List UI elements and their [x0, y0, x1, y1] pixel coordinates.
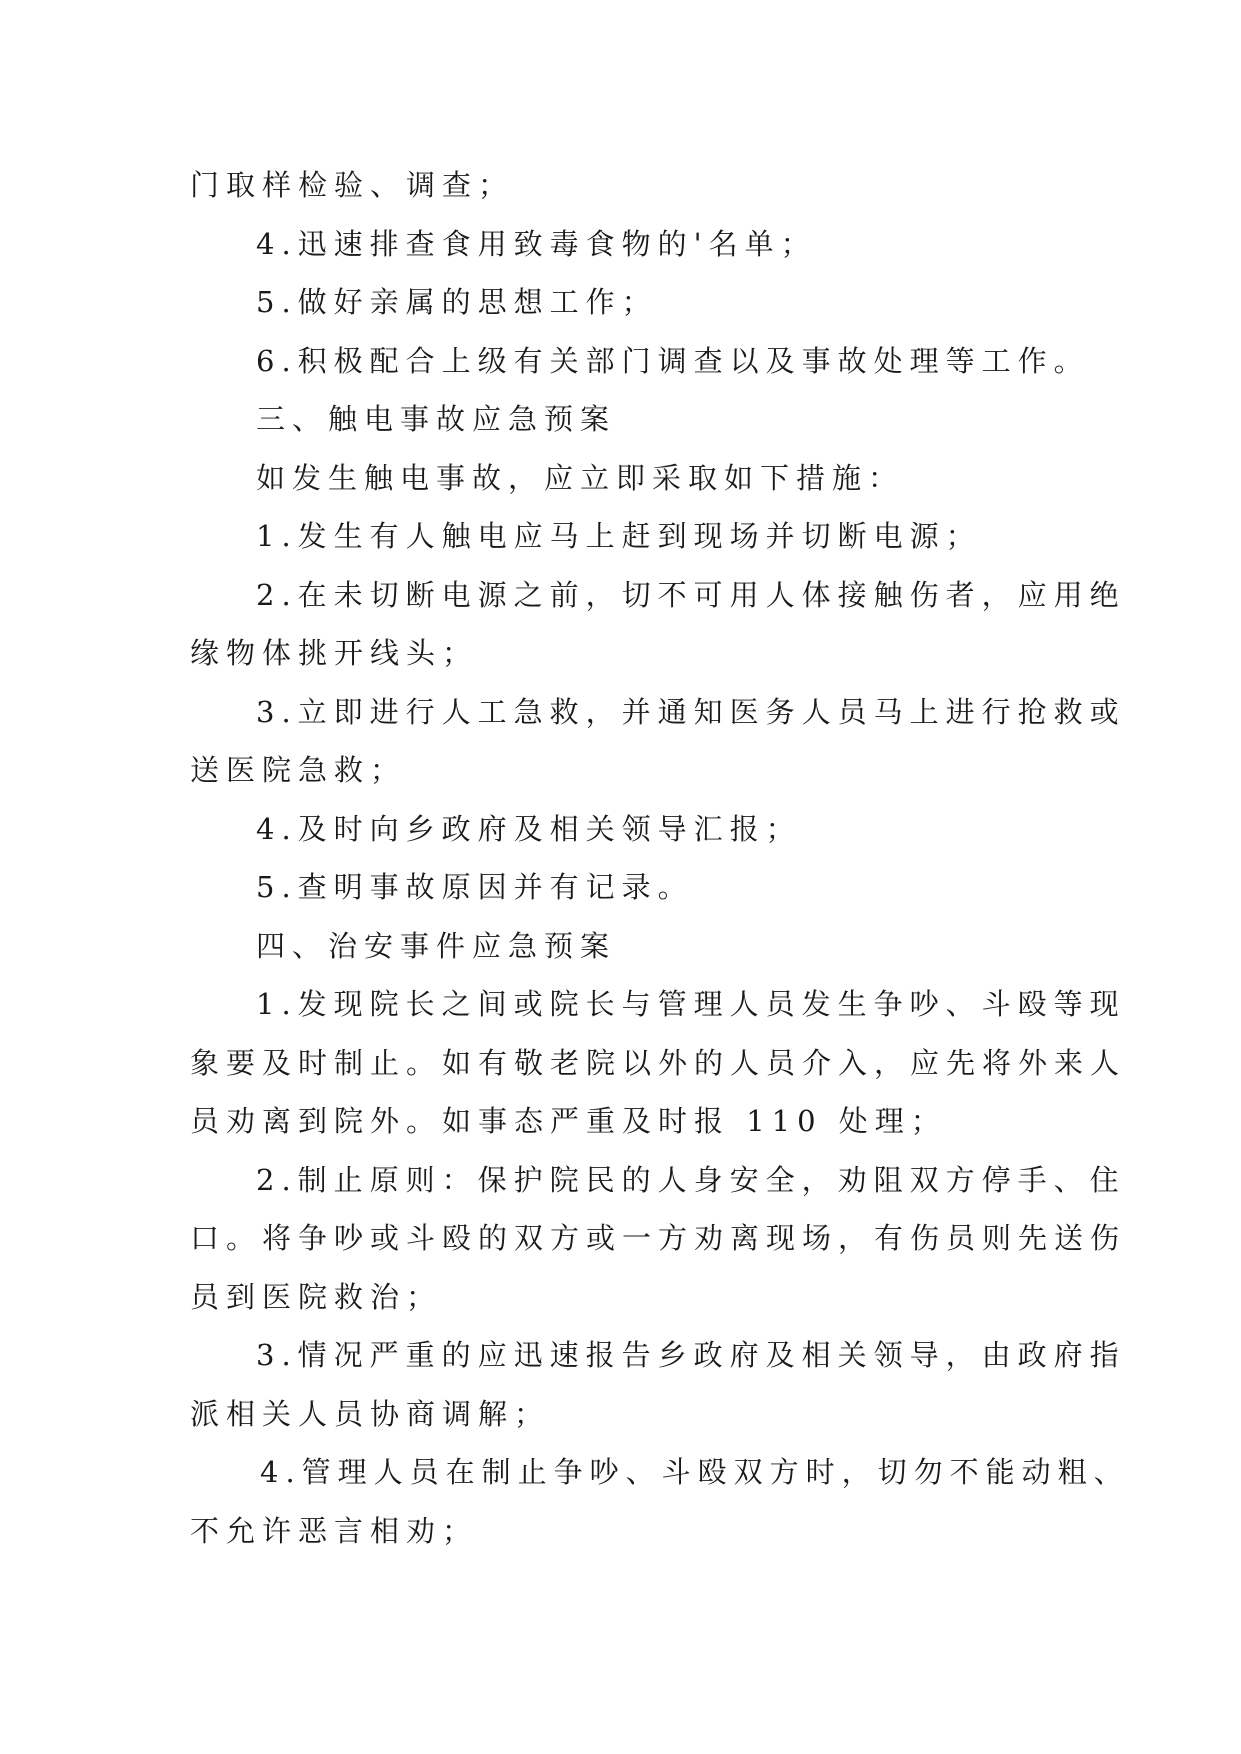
- text-line: 派相关人员协商调解；: [190, 1396, 551, 1431]
- text-line: 2.在未切断电源之前，切不可用人体接触伤者，应用绝: [256, 577, 1126, 612]
- text-line: 送医院急救；: [190, 753, 407, 787]
- text-line: 不允许恶言相劝；: [190, 1513, 479, 1548]
- text-line: 4.及时向乡政府及相关领导汇报；: [256, 811, 802, 846]
- text-line: 1.发生有人触电应马上赶到现场并切断电源；: [256, 519, 982, 553]
- text-line: 缘物体挑开线头；: [190, 636, 479, 670]
- text-line: 口。将争吵或斗殴的双方或一方劝离现场，有伤员则先送伤: [190, 1221, 1127, 1255]
- text-line: 5.查明事故原因并有记录。: [256, 870, 694, 904]
- text-line: 1.发现院长之间或院长与管理人员发生争吵、斗殴等现: [256, 987, 1126, 1021]
- text-line: 6.积极配合上级有关部门调查以及事故处理等工作。: [256, 343, 1090, 378]
- text-line: 5.做好亲属的思想工作；: [256, 285, 658, 319]
- text-line: 如发生触电事故，应立即采取如下措施：: [256, 460, 905, 495]
- text-line: 象要及时制止。如有敬老院以外的人员介入，应先将外来人: [190, 1045, 1127, 1080]
- document-body: [190, 156, 1130, 1560]
- text-line: 员劝离到院外。如事态严重及时报 110 处理；: [190, 1104, 947, 1138]
- text-line: 员到医院救治；: [190, 1279, 443, 1314]
- section-heading: 三、触电事故应急预案: [256, 402, 617, 436]
- text-line: 4.迅速排查食用致毒食物的'名单；: [256, 226, 817, 261]
- text-line: 3.情况严重的应迅速报告乡政府及相关领导，由政府指: [256, 1338, 1126, 1372]
- text-line: 4.管理人员在制止争吵、斗殴双方时，切勿不能动粗、: [260, 1455, 1130, 1489]
- text-line: 3.立即进行人工急救，并通知医务人员马上进行抢救或: [256, 694, 1126, 729]
- text-line: 门取样检验、调查；: [190, 168, 515, 202]
- section-heading: 四、治安事件应急预案: [256, 928, 617, 963]
- text-line: 2.制止原则：保护院民的人身安全，劝阻双方停手、住: [256, 1162, 1126, 1197]
